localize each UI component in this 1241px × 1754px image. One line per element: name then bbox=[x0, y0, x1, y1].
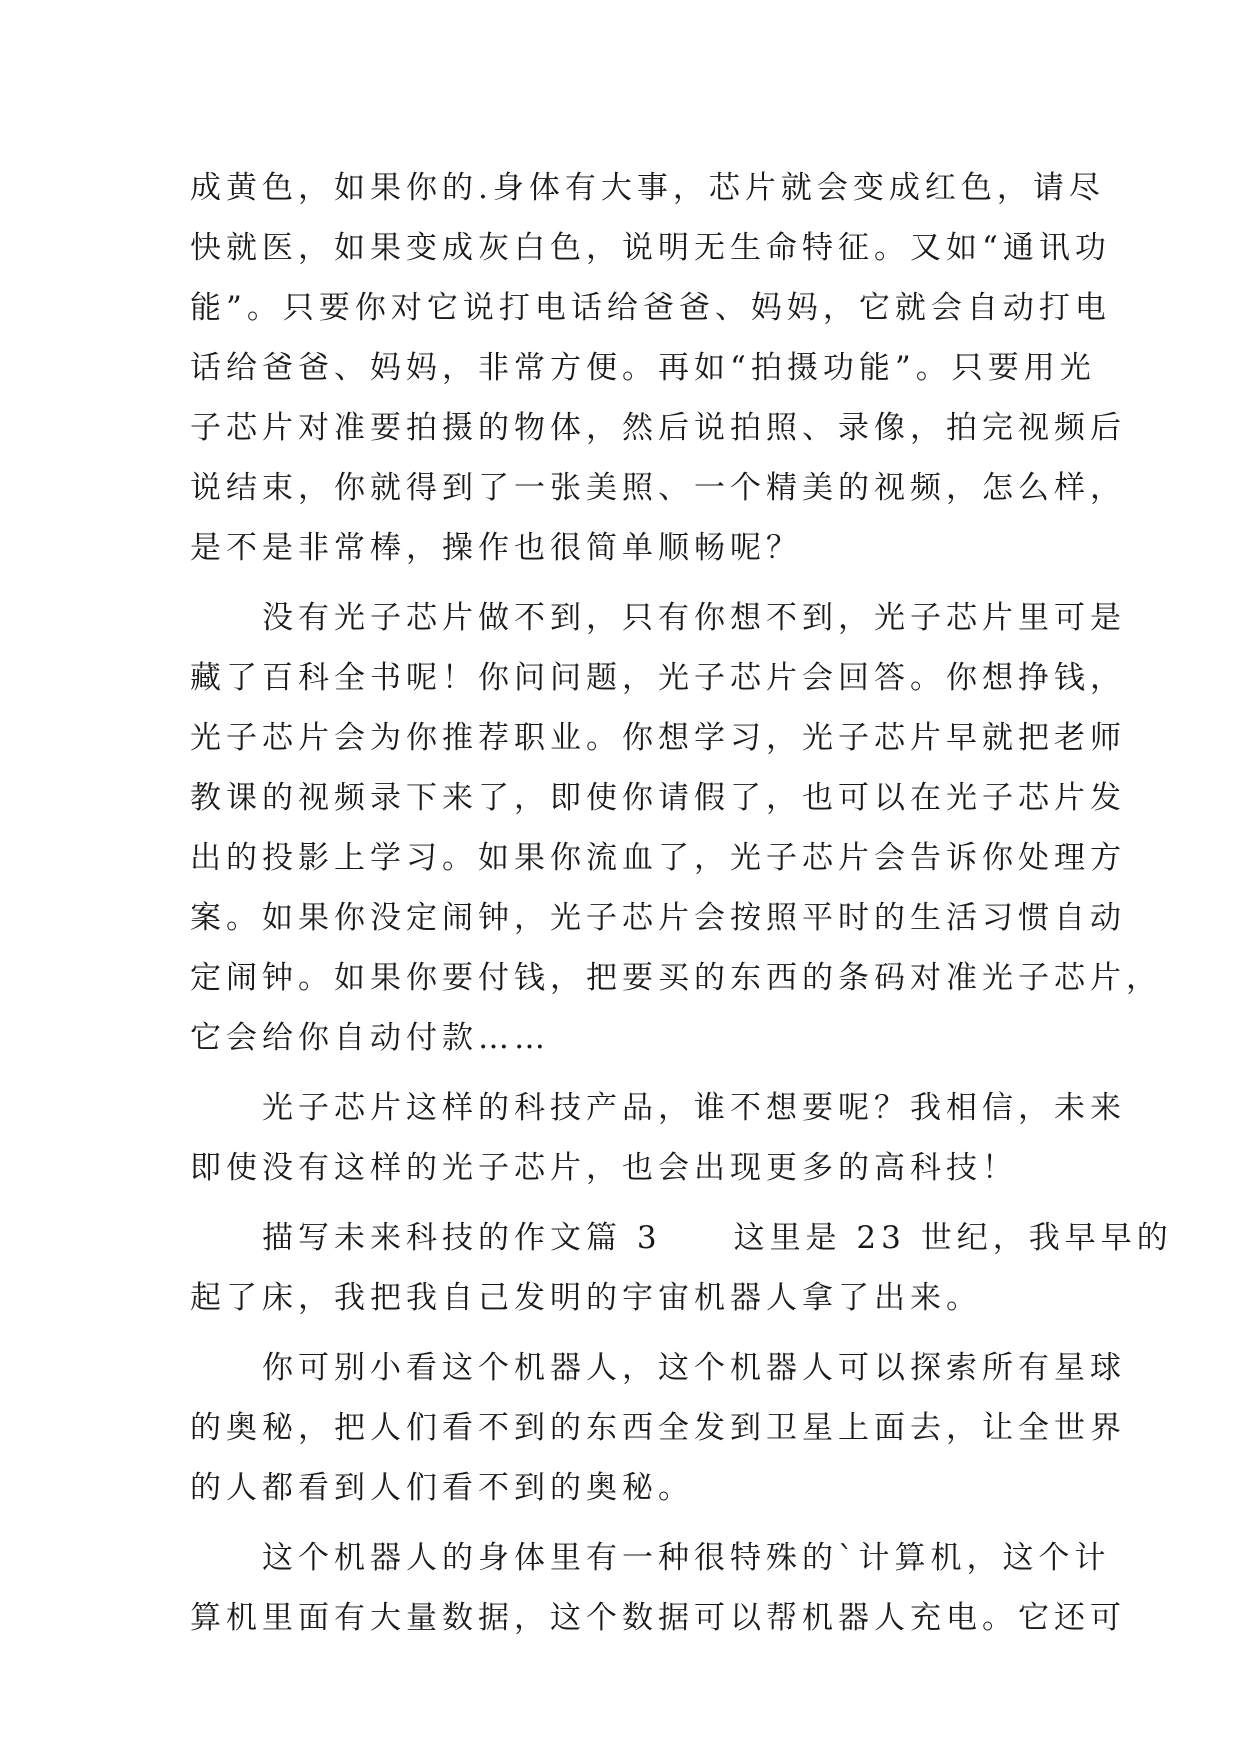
text-line: 是不是非常棒，操作也很简单顺畅呢？ bbox=[190, 530, 802, 566]
text-line: 的奥秘，把人们看不到的东西全发到卫星上面去，让全世界 bbox=[190, 1410, 1126, 1446]
text-line: 案。如果你没定闹钟，光子芯片会按照平时的生活习惯自动 bbox=[190, 900, 1126, 936]
document-body bbox=[190, 158, 1173, 1648]
paragraph-gap bbox=[190, 1068, 1052, 1078]
text-line: 的人都看到人们看不到的奥秘。 bbox=[190, 1470, 694, 1506]
text-line: 定闹钟。如果你要付钱，把要买的东西的条码对准光子芯片， bbox=[190, 960, 1162, 996]
text-line: 即使没有这样的光子芯片，也会出现更多的高科技！ bbox=[190, 1150, 1018, 1186]
paragraph-gap bbox=[190, 1198, 1052, 1208]
text-line: 光子芯片会为你推荐职业。你想学习，光子芯片早就把老师 bbox=[190, 720, 1126, 756]
text-line: 没有光子芯片做不到，只有你想不到，光子芯片里可是 bbox=[190, 600, 1126, 636]
paragraph-gap bbox=[190, 1328, 1052, 1338]
text-line: 话给爸爸、妈妈，非常方便。再如“拍摄功能”。只要用光 bbox=[190, 350, 1096, 386]
text-line: 快就医，如果变成灰白色，说明无生命特征。又如“通讯功 bbox=[190, 230, 1111, 266]
text-line: 教课的视频录下来了，即使你请假了，也可以在光子芯片发 bbox=[190, 780, 1126, 816]
text-line: 算机里面有大量数据，这个数据可以帮机器人充电。它还可 bbox=[190, 1600, 1126, 1636]
text-line: 描写未来科技的作文篇 3 这里是 23 世纪，我早早的 bbox=[190, 1220, 1173, 1256]
text-line: 说结束，你就得到了一张美照、一个精美的视频，怎么样， bbox=[190, 470, 1126, 506]
text-line: 子芯片对准要拍摄的物体，然后说拍照、录像，拍完视频后 bbox=[190, 410, 1126, 446]
text-line: 你可别小看这个机器人，这个机器人可以探索所有星球 bbox=[190, 1350, 1126, 1386]
text-line: 成黄色，如果你的.身体有大事，芯片就会变成红色，请尽 bbox=[190, 170, 1105, 206]
text-line: 起了床，我把我自己发明的宇宙机器人拿了出来。 bbox=[190, 1280, 982, 1316]
text-line: 这个机器人的身体里有一种很特殊的`计算机，这个计 bbox=[190, 1540, 1111, 1576]
text-line: 它会给你自动付款…… bbox=[190, 1020, 550, 1056]
text-line: 藏了百科全书呢！你问问题，光子芯片会回答。你想挣钱， bbox=[190, 660, 1126, 696]
text-line: 出的投影上学习。如果你流血了，光子芯片会告诉你处理方 bbox=[190, 840, 1126, 876]
paragraph-gap bbox=[190, 1518, 1052, 1528]
paragraph-gap bbox=[190, 578, 1052, 588]
text-line: 能”。只要你对它说打电话给爸爸、妈妈，它就会自动打电 bbox=[190, 290, 1111, 326]
text-line: 光子芯片这样的科技产品，谁不想要呢？我相信，未来 bbox=[190, 1090, 1126, 1126]
